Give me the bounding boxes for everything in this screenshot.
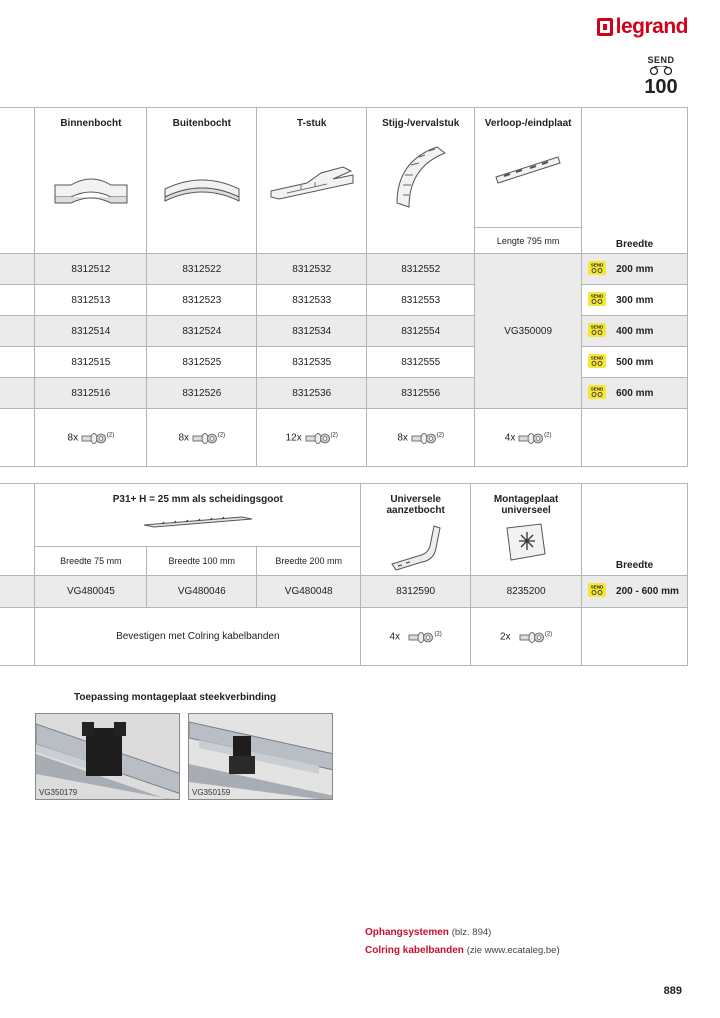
width-header: Breedte	[615, 560, 654, 571]
code-cell: VG480048	[257, 576, 361, 608]
bolt-note: (2)	[436, 431, 445, 438]
svg-text:SEND: SEND	[590, 386, 604, 391]
code-cell: 8312525	[147, 347, 257, 378]
spacer-cell	[0, 484, 35, 576]
inner-bend-icon	[51, 167, 131, 207]
bolt-count: 8x	[178, 432, 190, 443]
universal-bend-cell	[361, 484, 471, 576]
send-symbol-icon	[649, 66, 673, 76]
p31-header: P31+ H = 25 mm als scheidingsgoot	[112, 494, 283, 505]
bolt-icon	[305, 430, 331, 446]
send-badge	[644, 55, 678, 97]
spacer-cell	[0, 108, 35, 254]
bolt-note: (2)	[544, 630, 553, 637]
bolt-icon	[411, 430, 437, 446]
header-buitenbocht	[147, 108, 257, 254]
reference-note: (blz. 894)	[451, 927, 492, 938]
spacer-cell	[0, 409, 35, 467]
references	[365, 924, 560, 960]
send-badge-bottom: 100	[644, 76, 678, 98]
bolt-cell	[367, 409, 475, 467]
reference-label: Colring kabelbanden	[365, 945, 464, 956]
product-table-2	[0, 483, 688, 666]
width-value: 600 mm	[616, 387, 654, 399]
cable-tray-icon	[142, 513, 254, 529]
product-table-1	[0, 107, 688, 467]
header-label: Binnenbocht	[60, 118, 122, 129]
width-value: 500 mm	[616, 356, 654, 368]
code-cell: 8312533	[257, 285, 367, 316]
spacer-cell	[0, 254, 35, 285]
width-cell	[582, 285, 688, 316]
photo-caption: VG350159	[192, 788, 231, 797]
code-cell: 8312523	[147, 285, 257, 316]
bolt-cell	[35, 409, 147, 467]
header-label: Stijg-/vervalstuk	[382, 118, 460, 129]
bolt-count: 8x	[397, 432, 408, 443]
code-cell: 8312556	[367, 378, 475, 409]
width-cell	[582, 378, 688, 409]
bolt-count: 2x	[499, 631, 511, 642]
svg-text:SEND: SEND	[590, 262, 604, 267]
bolt-count: 4x	[389, 631, 401, 642]
width-cell	[582, 347, 688, 378]
bolt-cell	[361, 608, 471, 666]
code-cell: 8235200	[471, 576, 582, 608]
width-cell	[582, 254, 688, 285]
code-cell: 8312554	[367, 316, 475, 347]
send-icon	[588, 261, 606, 278]
bolt-cell	[475, 409, 582, 467]
code-cell: 8312515	[35, 347, 147, 378]
send-icon	[588, 583, 606, 600]
header-verloop-eindplaat	[475, 108, 582, 228]
send-badge-top: SEND	[647, 55, 675, 65]
bolt-cell	[147, 409, 257, 467]
reference-item[interactable]	[365, 942, 560, 960]
application-photo-1	[35, 713, 180, 800]
send-icon	[588, 292, 606, 309]
bolt-count: 8x	[67, 432, 79, 443]
code-cell: 8312514	[35, 316, 147, 347]
bolt-icon	[81, 430, 107, 446]
reference-label: Ophangsystemen	[365, 927, 449, 938]
width-header: Breedte	[615, 239, 654, 250]
send-icon	[588, 323, 606, 340]
bolt-note: (2)	[330, 431, 338, 438]
t-piece-icon	[267, 163, 357, 203]
bolt-count: 12x	[285, 432, 302, 443]
empty-cell	[582, 608, 688, 666]
universal-bend-header: Universele aanzetbocht	[386, 494, 445, 516]
shared-code-cell: VG350009	[475, 254, 582, 409]
spacer-cell	[0, 316, 35, 347]
width-value: 200 mm	[616, 263, 654, 275]
p31-header-cell	[35, 484, 361, 547]
width-header-cell	[582, 484, 688, 576]
bolt-icon	[192, 430, 218, 446]
bolt-icon	[519, 629, 545, 645]
code-cell: 8312532	[257, 254, 367, 285]
header-label: Buitenbocht	[172, 118, 231, 129]
mounting-plate-cell	[471, 484, 582, 576]
spacer-cell	[0, 285, 35, 316]
universal-bend-icon	[388, 520, 444, 572]
code-cell: VG480045	[35, 576, 147, 608]
send-icon	[588, 385, 606, 402]
code-cell: 8312513	[35, 285, 147, 316]
spacer-cell	[0, 378, 35, 409]
brand-name: legrand	[615, 15, 688, 38]
bolt-count: 4x	[504, 432, 516, 443]
svg-text:SEND: SEND	[590, 355, 604, 360]
code-cell: 8312522	[147, 254, 257, 285]
bolt-icon	[518, 430, 544, 446]
page-number: 889	[663, 985, 682, 997]
bolt-note: (2)	[434, 630, 442, 637]
svg-text:SEND: SEND	[590, 584, 604, 590]
legrand-logo-mark	[597, 18, 613, 36]
end-plate-icon	[492, 147, 564, 187]
width-cell	[582, 316, 688, 347]
header-stijg-vervalstuk	[367, 108, 475, 254]
length-label: Lengte 795 mm	[475, 228, 582, 254]
application-title: Toepassing montageplaat steekverbinding	[74, 692, 277, 703]
fasten-note: Bevestigen met Colring kabelbanden	[35, 608, 361, 666]
code-cell: 8312526	[147, 378, 257, 409]
bolt-note: (2)	[217, 431, 226, 438]
header-t-stuk	[257, 108, 367, 254]
width-value: 300 mm	[616, 294, 654, 306]
spacer-cell	[0, 608, 35, 666]
code-cell: 8312552	[367, 254, 475, 285]
width-value: 400 mm	[616, 325, 654, 337]
header-label: T-stuk	[297, 118, 327, 129]
outer-bend-icon	[161, 167, 243, 207]
spacer-cell	[0, 347, 35, 378]
mounting-plate-header: Montageplaat universeel	[493, 494, 559, 516]
sub-width-label: Breedte 200 mm	[257, 547, 361, 576]
code-cell: 8312590	[361, 576, 471, 608]
application-photo-2	[188, 713, 333, 800]
code-cell: 8312555	[367, 347, 475, 378]
bolt-cell	[471, 608, 582, 666]
code-cell: 8312534	[257, 316, 367, 347]
sub-width-label: Breedte 100 mm	[147, 547, 257, 576]
bolt-note: (2)	[106, 431, 115, 438]
code-cell: VG480046	[147, 576, 257, 608]
header-binnenbocht	[35, 108, 147, 254]
empty-cell	[582, 409, 688, 467]
svg-text:SEND: SEND	[590, 324, 604, 329]
width-value: 200 - 600 mm	[616, 586, 679, 598]
header-label: Verloop-/eindplaat	[484, 118, 572, 129]
mounting-plate-icon	[501, 520, 551, 564]
bolt-cell	[257, 409, 367, 467]
photo-caption: VG350179	[39, 788, 78, 797]
bolt-note: (2)	[544, 431, 552, 438]
riser-icon	[391, 141, 451, 211]
code-cell: 8312524	[147, 316, 257, 347]
width-header-cell	[582, 108, 688, 254]
reference-item[interactable]	[365, 924, 560, 942]
send-icon	[588, 354, 606, 371]
code-cell: 8312516	[35, 378, 147, 409]
legrand-logo	[597, 14, 688, 40]
code-cell: 8312536	[257, 378, 367, 409]
spacer-cell	[0, 576, 35, 608]
code-cell: 8312512	[35, 254, 147, 285]
bolt-icon	[408, 629, 434, 645]
width-cell	[582, 576, 688, 608]
reference-note: (zie www.ecataleg.be)	[466, 945, 560, 956]
code-cell: 8312553	[367, 285, 475, 316]
sub-width-label: Breedte 75 mm	[35, 547, 147, 576]
svg-text:SEND: SEND	[590, 293, 604, 298]
code-cell: 8312535	[257, 347, 367, 378]
